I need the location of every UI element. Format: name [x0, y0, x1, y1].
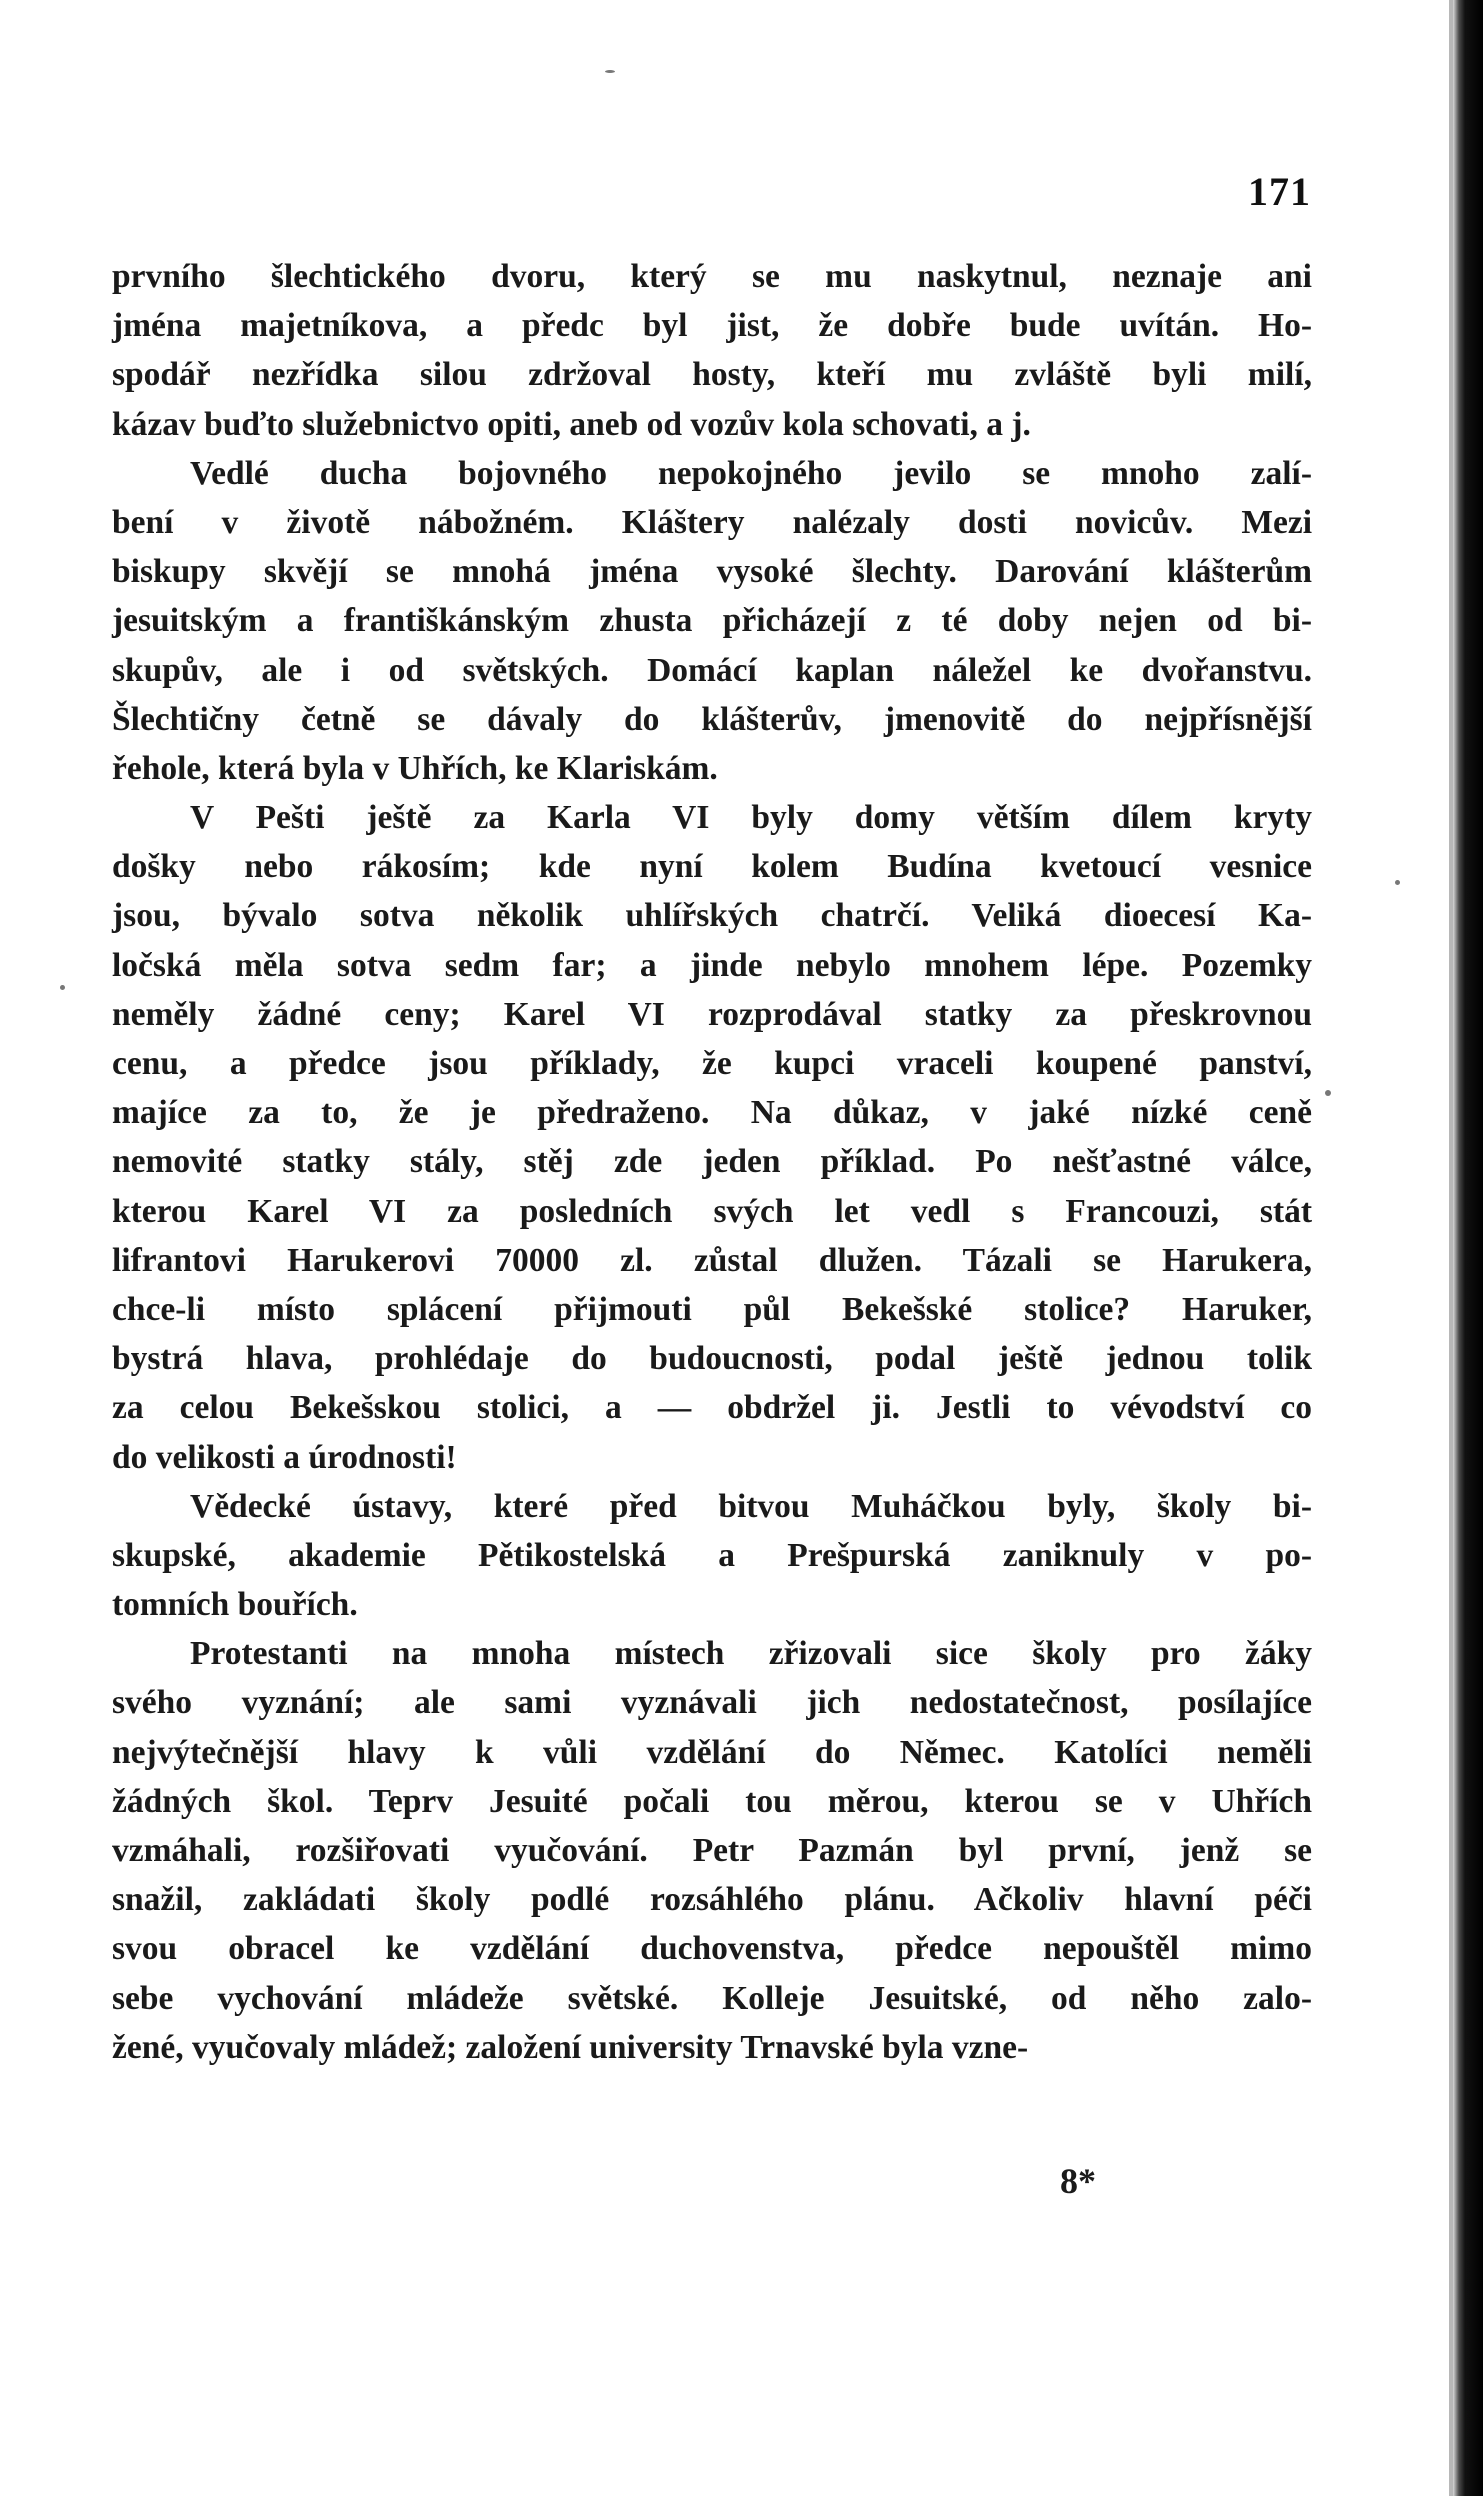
print-speck	[1395, 880, 1400, 885]
text-line: vzmáhali, rozšiřovati vyučování. Petr Pazmán byl první, jenž se	[112, 1832, 1312, 1869]
text-line: Šlechtičny četně se dávaly do klášterův, jmenovitě do nejpřísnější	[112, 700, 1312, 738]
text-line: majíce za to, že je předraženo. Na důkaz, v jaké nízké ceně	[112, 1094, 1312, 1132]
text-line: cenu, a předce jsou příklady, že kupci vraceli koupené panství,	[112, 1045, 1312, 1082]
text-line: skupův, ale i od světských. Domácí kaplan náležel ke dvořanstvu.	[112, 651, 1312, 689]
text-line: neměly žádné ceny; Karel VI rozprodával statky za přeskrovnou	[112, 995, 1312, 1033]
text-line: jesuitským a františkánským zhusta přicházejí z té doby nejen od bi-	[112, 602, 1312, 640]
text-line: svou obracel ke vzdělání duchovenstva, předce nepouštěl mimo	[112, 1930, 1312, 1968]
text-line: nejvýtečnější hlavy k vůli vzdělání do Němec. Katolíci neměli	[112, 1733, 1312, 1771]
text-line: za celou Bekešskou stolici, a — obdržel ji. Jestli to vévodství co	[112, 1389, 1312, 1427]
text-line: kterou Karel VI za posledních svých let vedl s Francouzi, stát	[112, 1192, 1312, 1230]
paragraph	[112, 449, 1312, 793]
text-line: tomních bouřích.	[112, 1586, 358, 1624]
paragraph	[112, 793, 1312, 1482]
signature-mark: 8*	[1060, 2161, 1096, 2201]
text-line: kázav buďto služebnictvo opiti, aneb od vozův kola schovati, a j.	[112, 405, 1031, 443]
text-line: ločská měla sotva sedm far; a jinde nebylo mnohem lépe. Pozemky	[112, 946, 1312, 984]
print-speck	[605, 70, 615, 73]
paragraph	[112, 1629, 1312, 2072]
text-line: bení v životě nábožném. Kláštery nalézaly dosti novicův. Mezi	[112, 503, 1312, 541]
text-line: nemovité statky stály, stěj zde jeden příklad. Po nešťastné válce,	[112, 1143, 1312, 1181]
text-line: jsou, bývalo sotva několik uhlířských chatrčí. Veliká dioecesí Ka-	[112, 897, 1312, 935]
print-speck	[60, 985, 65, 990]
text-line: svého vyznání; ale sami vyznávali jich nedostatečnost, posílajíce	[112, 1684, 1312, 1722]
text-line: lifrantovi Harukerovi 70000 zl. zůstal dlužen. Tázali se Harukera,	[112, 1241, 1312, 1279]
paragraph	[112, 252, 1312, 449]
text-line: chce-li místo splácení přijmouti půl Bekešské stolice? Haruker,	[112, 1290, 1312, 1328]
text-line: žádných škol. Teprv Jesuité počali tou měrou, kterou se v Uhřích	[112, 1782, 1312, 1820]
text-line: V Pešti ještě za Karla VI byly domy větším dílem kryty	[190, 799, 1312, 837]
text-line: snažil, zakládati školy podlé rozsáhlého plánu. Ačkoliv hlavní péči	[112, 1881, 1312, 1919]
body-text	[112, 252, 1312, 2072]
text-line: biskupy skvějí se mnohá jména vysoké šlechty. Darování klášterům	[112, 553, 1312, 591]
paragraph	[112, 1482, 1312, 1630]
text-line: došky nebo rákosím; kde nyní kolem Budína kvetoucí vesnice	[112, 848, 1312, 886]
print-speck	[1325, 1090, 1331, 1096]
text-line: Protestanti na mnoha místech zřizovali sice školy pro žáky	[190, 1635, 1312, 1673]
text-line: žené, vyučovaly mládež; založení university Trnavské byla vzne-	[112, 2028, 1029, 2066]
text-line: bystrá hlava, prohlédaje do budoucnosti, podal ještě jednou tolik	[112, 1340, 1312, 1378]
page-number: 171	[1248, 169, 1311, 214]
page-edge-binding	[1453, 0, 1483, 2496]
text-line: do velikosti a úrodnosti!	[112, 1438, 457, 1476]
text-line: skupské, akademie Pětikostelská a Prešpurská zaniknuly v po-	[112, 1536, 1312, 1574]
text-line: spodář nezřídka silou zdržoval hosty, kteří mu zvláště byli milí,	[112, 356, 1312, 394]
text-line: sebe vychování mládeže světské. Kolleje Jesuitské, od něho zalo-	[112, 1979, 1312, 2017]
text-line: jména majetníkova, a předc byl jist, že dobře bude uvítán. Ho-	[112, 307, 1312, 345]
text-line: prvního šlechtického dvoru, který se mu naskytnul, neznaje ani	[112, 258, 1312, 295]
text-line: Vědecké ústavy, které před bitvou Muháčkou byly, školy bi-	[190, 1487, 1312, 1525]
text-line: řehole, která byla v Uhřích, ke Klariskám.	[112, 749, 718, 787]
text-line: Vedlé ducha bojovného nepokojného jevilo se mnoho zalí-	[190, 454, 1312, 492]
